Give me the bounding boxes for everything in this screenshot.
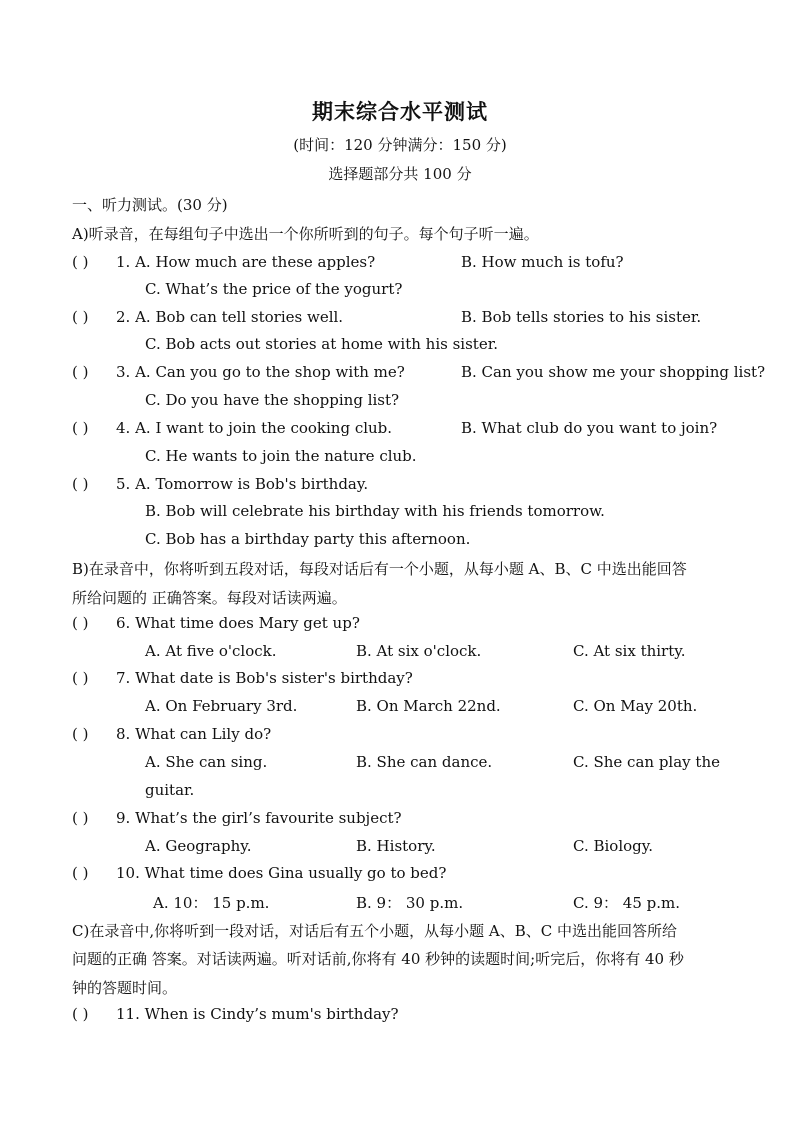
question-row <box>72 809 402 827</box>
option-c: C. 9： 45 p.m. <box>573 894 681 912</box>
option-c: C. She can play the <box>573 753 720 771</box>
option-b: B. History. <box>356 837 436 855</box>
option-b: B. Bob tells stories to his sister. <box>461 308 702 326</box>
question-stem: 4. A. I want to join the cooking club. <box>116 419 393 437</box>
option-c: C. What’s the price of the yogurt? <box>145 280 403 298</box>
option-c: C. On May 20th. <box>573 697 698 715</box>
answer-blank[interactable]: ( ) <box>72 809 89 827</box>
option-b: B. At six o'clock. <box>356 642 482 660</box>
option-b: B. Can you show me your shopping list? <box>461 363 766 381</box>
option-a: A. On February 3rd. <box>145 697 298 715</box>
part-c-instruction-cont-2: 钟的答题时间。 <box>72 979 178 997</box>
question-row <box>72 253 375 271</box>
question-stem: 8. What can Lily do? <box>116 725 272 743</box>
part-b-instruction-cont: 所给问题的 正确答案。每段对话读两遍。 <box>72 589 347 607</box>
question-stem: 7. What date is Bob's sister's birthday? <box>116 669 413 687</box>
question-stem: 5. A. Tomorrow is Bob's birthday. <box>116 475 369 493</box>
question-row <box>72 1005 399 1023</box>
part-a-instruction: A)听录音，在每组句子中选出一个你所听到的句子。每个句子听一遍。 <box>72 225 539 243</box>
section-heading-listening: 一、听力测试。(30 分) <box>72 196 228 214</box>
answer-blank[interactable]: ( ) <box>72 864 89 882</box>
question-row <box>72 363 405 381</box>
part-c-instruction-cont: 问题的正确 答案。对话读两遍。听对话前,你将有 40 秒钟的读题时间;听完后，你将有 40 秒 <box>72 950 684 968</box>
page-title: 期末综合水平测试 <box>312 99 488 124</box>
option-a: A. She can sing. <box>145 753 268 771</box>
score-note: 选择题部分共 100 分 <box>328 165 472 183</box>
question-stem: 1. A. How much are these apples? <box>116 253 376 271</box>
option-c: C. He wants to join the nature club. <box>145 447 417 465</box>
part-c-instruction: C)在录音中,你将听到一段对话，对话后有五个小题，从每小题 A、B、C 中选出能回答所给 <box>72 922 677 940</box>
option-b: B. What club do you want to join? <box>461 419 718 437</box>
part-b-instruction: B)在录音中，你将听到五段对话，每段对话后有一个小题，从每小题 A、B、C 中选出能回答 <box>72 560 687 578</box>
option-c: C. At six thirty. <box>573 642 686 660</box>
question-row <box>72 669 413 687</box>
question-row <box>72 475 368 493</box>
option-b: B. Bob will celebrate his birthday with his friends tomorrow. <box>145 502 605 520</box>
question-stem: 2. A. Bob can tell stories well. <box>116 308 344 326</box>
answer-blank[interactable]: ( ) <box>72 419 89 437</box>
option-b: B. She can dance. <box>356 753 493 771</box>
option-c-continuation: guitar. <box>145 781 195 799</box>
answer-blank[interactable]: ( ) <box>72 614 89 632</box>
question-stem: 10. What time does Gina usually go to bed? <box>116 864 447 882</box>
answer-blank[interactable]: ( ) <box>72 253 89 271</box>
question-row <box>72 419 392 437</box>
answer-blank[interactable]: ( ) <box>72 363 89 381</box>
option-b: B. 9： 30 p.m. <box>356 894 464 912</box>
exam-time-info: (时间：120 分钟满分：150 分) <box>293 136 507 154</box>
question-stem: 3. A. Can you go to the shop with me? <box>116 363 405 381</box>
answer-blank[interactable]: ( ) <box>72 1005 89 1023</box>
answer-blank[interactable]: ( ) <box>72 475 89 493</box>
answer-blank[interactable]: ( ) <box>72 669 89 687</box>
option-a: A. At five o'clock. <box>145 642 277 660</box>
option-c: C. Do you have the shopping list? <box>145 391 400 409</box>
option-c: C. Bob acts out stories at home with his sister. <box>145 335 498 353</box>
option-b: B. How much is tofu? <box>461 253 624 271</box>
answer-blank[interactable]: ( ) <box>72 308 89 326</box>
option-b: B. On March 22nd. <box>356 697 501 715</box>
option-c: C. Biology. <box>573 837 654 855</box>
question-row <box>72 308 343 326</box>
question-stem: 9. What’s the girl’s favourite subject? <box>116 809 402 827</box>
answer-blank[interactable]: ( ) <box>72 725 89 743</box>
question-row <box>72 725 271 743</box>
question-stem: 6. What time does Mary get up? <box>116 614 360 632</box>
option-a: A. 10： 15 p.m. <box>153 894 270 912</box>
question-row <box>72 864 446 882</box>
option-a: A. Geography. <box>145 837 252 855</box>
question-stem: 11. When is Cindy’s mum's birthday? <box>116 1005 399 1023</box>
question-row <box>72 614 360 632</box>
option-c: C. Bob has a birthday party this afternoon. <box>145 530 471 548</box>
